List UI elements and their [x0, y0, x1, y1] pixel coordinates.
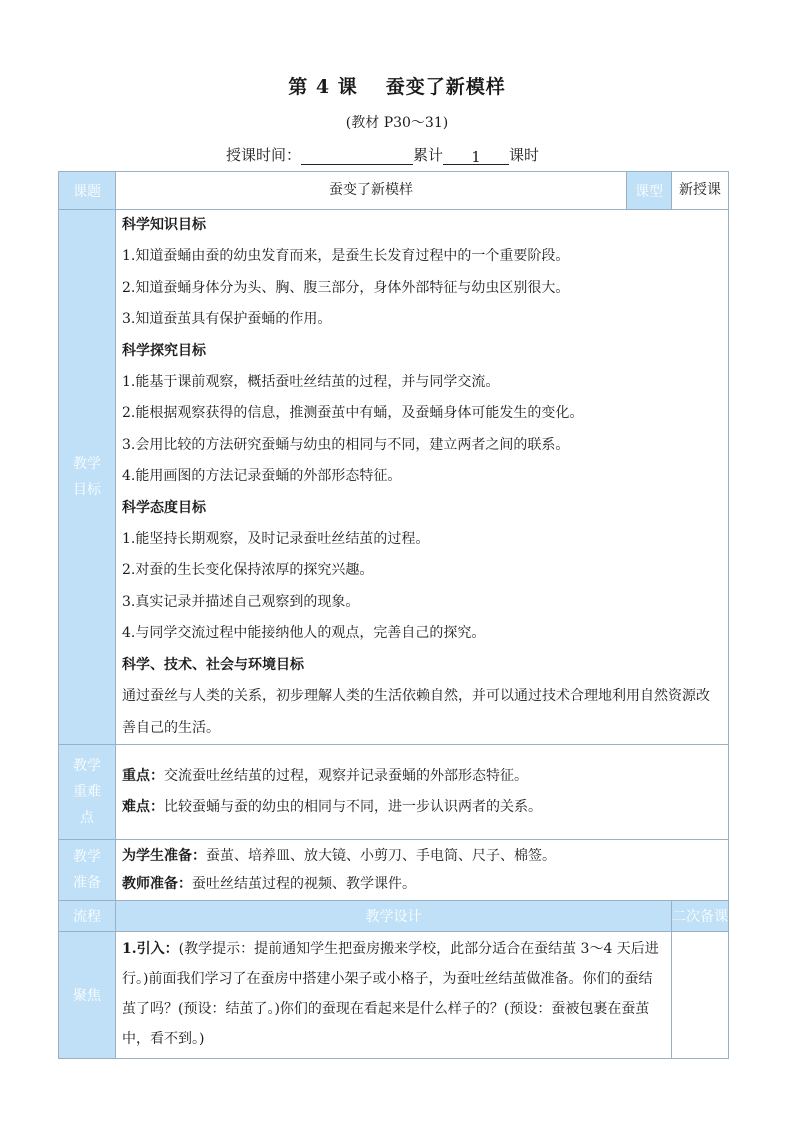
- preparation-label-line1: 教学: [73, 848, 101, 865]
- student-preparation-line: [122, 842, 722, 870]
- knowledge-objective-item: 2.知道蚕蛹身体分为头、胸、腹三部分，身体外部特征与幼虫区别很大。: [122, 279, 570, 296]
- knowledge-objective-heading: 科学知识目标: [122, 217, 206, 233]
- focus-label: 聚焦: [59, 931, 116, 1058]
- process-header-revision: 二次备课: [672, 900, 729, 931]
- intro-label: 1.引入：: [122, 940, 179, 957]
- key-points-content: [116, 744, 729, 839]
- objectives-content: [116, 210, 729, 745]
- attitude-objective-item: 4.与同学交流过程中能接纳他人的观点，完善自己的探究。: [122, 625, 486, 642]
- preparation-label: [59, 839, 116, 900]
- teacher-preparation-line: [122, 870, 722, 898]
- teaching-time-blank: [301, 148, 413, 165]
- topic-row: [59, 172, 729, 210]
- inquiry-objective-item: 3.会用比较的方法研究蚕蛹与幼虫的相同与不同，建立两者之间的联系。: [122, 436, 570, 453]
- difficult-point-text: 比较蚕蛹与蚕的幼虫的相同与不同，进一步认识两者的关系。: [164, 798, 542, 815]
- difficult-point-label: 难点：: [122, 798, 164, 815]
- focus-row: [59, 931, 729, 1058]
- key-points-label-line2: 重难: [73, 783, 101, 800]
- stse-objective-item: 通过蚕丝与人类的关系，初步理解人类的生活依赖自然，并可以通过技术合理地利用自然资源改善自己的生活。: [122, 688, 710, 736]
- knowledge-objective-item: 3.知道蚕茧具有保护蚕蛹的作用。: [122, 311, 332, 328]
- preparation-row: [59, 839, 729, 900]
- attitude-objective-item: 3.真实记录并描述自己观察到的现象。: [122, 593, 360, 610]
- key-points-label-line1: 教学: [73, 757, 101, 774]
- objectives-label-line1: 教学: [73, 455, 101, 472]
- intro-text: (教学提示：提前通知学生把蚕房搬来学校，此部分适合在蚕结茧 3～4 天后进行。)前面我们学习了在蚕房中搭建小架子或小格子，为蚕吐丝结茧做准备。你们的蚕结茧了吗？(预设：结茧了。)你们的蚕现在看起来是什么样子的？(预设：蚕被包裹在蚕茧中，看不到。): [122, 940, 659, 1047]
- cumulative-label: 累计: [413, 146, 444, 164]
- inquiry-objective-item: 2.能根据观察获得的信息，推测蚕茧中有蛹，及蚕蛹身体可能发生的变化。: [122, 405, 584, 422]
- key-points-row: [59, 744, 729, 839]
- textbook-reference: (教材 P30～31): [345, 115, 449, 131]
- process-header-design: 教学设计: [116, 900, 672, 931]
- difficult-point-line: [122, 792, 722, 823]
- lesson-title: [0, 72, 794, 99]
- lesson-number: 第 4 课: [288, 76, 358, 98]
- key-points-label: [59, 744, 116, 839]
- cumulative-value: 1: [443, 148, 509, 165]
- objectives-row: [59, 210, 729, 745]
- teacher-preparation-text: 蚕吐丝结茧过程的视频、教学课件。: [192, 875, 416, 892]
- process-header-flow: 流程: [59, 900, 116, 931]
- attitude-objective-item: 2.对蚕的生长变化保持浓厚的探究兴趣。: [122, 562, 374, 579]
- stse-objective-heading: 科学、技术、社会与环境目标: [122, 656, 304, 673]
- student-preparation-text: 蚕茧、培养皿、放大镜、小剪刀、手电筒、尺子、棉签。: [206, 847, 556, 864]
- knowledge-objective-item: 1.知道蚕蛹由蚕的幼虫发育而来，是蚕生长发育过程中的一个重要阶段。: [122, 248, 570, 265]
- attitude-objective-heading: 科学态度目标: [122, 499, 206, 516]
- topic-value: 蚕变了新模样: [116, 172, 627, 210]
- inquiry-objective-item: 4.能用画图的方法记录蚕蛹的外部形态特征。: [122, 468, 402, 485]
- inquiry-objective-heading: 科学探究目标: [122, 342, 206, 359]
- key-point-line: [122, 761, 722, 792]
- key-points-label-line3: 点: [80, 809, 94, 826]
- topic-label: 课题: [59, 172, 116, 210]
- lesson-type-value: 新授课: [672, 172, 729, 210]
- objectives-label: [59, 210, 116, 745]
- hours-label: 课时: [509, 146, 540, 164]
- lesson-name: 蚕变了新模样: [385, 76, 506, 98]
- lesson-plan-table: [58, 171, 729, 1059]
- preparation-label-line2: 准备: [73, 874, 101, 891]
- key-point-text: 交流蚕吐丝结茧的过程，观察并记录蚕蛹的外部形态特征。: [164, 767, 528, 784]
- process-header-row: [59, 900, 729, 931]
- teacher-preparation-label: 教师准备：: [122, 875, 192, 892]
- preparation-content: [116, 839, 729, 900]
- teaching-time-label: 授课时间：: [226, 146, 302, 164]
- attitude-objective-item: 1.能坚持长期观察，及时记录蚕吐丝结茧的过程。: [122, 531, 430, 548]
- focus-content: [116, 931, 672, 1058]
- focus-revision-cell[interactable]: [672, 931, 729, 1058]
- key-point-label: 重点：: [122, 767, 164, 784]
- teaching-time-line: [226, 144, 539, 165]
- inquiry-objective-item: 1.能基于课前观察，概括蚕吐丝结茧的过程，并与同学交流。: [122, 374, 500, 391]
- lesson-type-label: 课型: [627, 172, 672, 210]
- objectives-label-line2: 目标: [73, 481, 101, 498]
- student-preparation-label: 为学生准备：: [122, 847, 206, 864]
